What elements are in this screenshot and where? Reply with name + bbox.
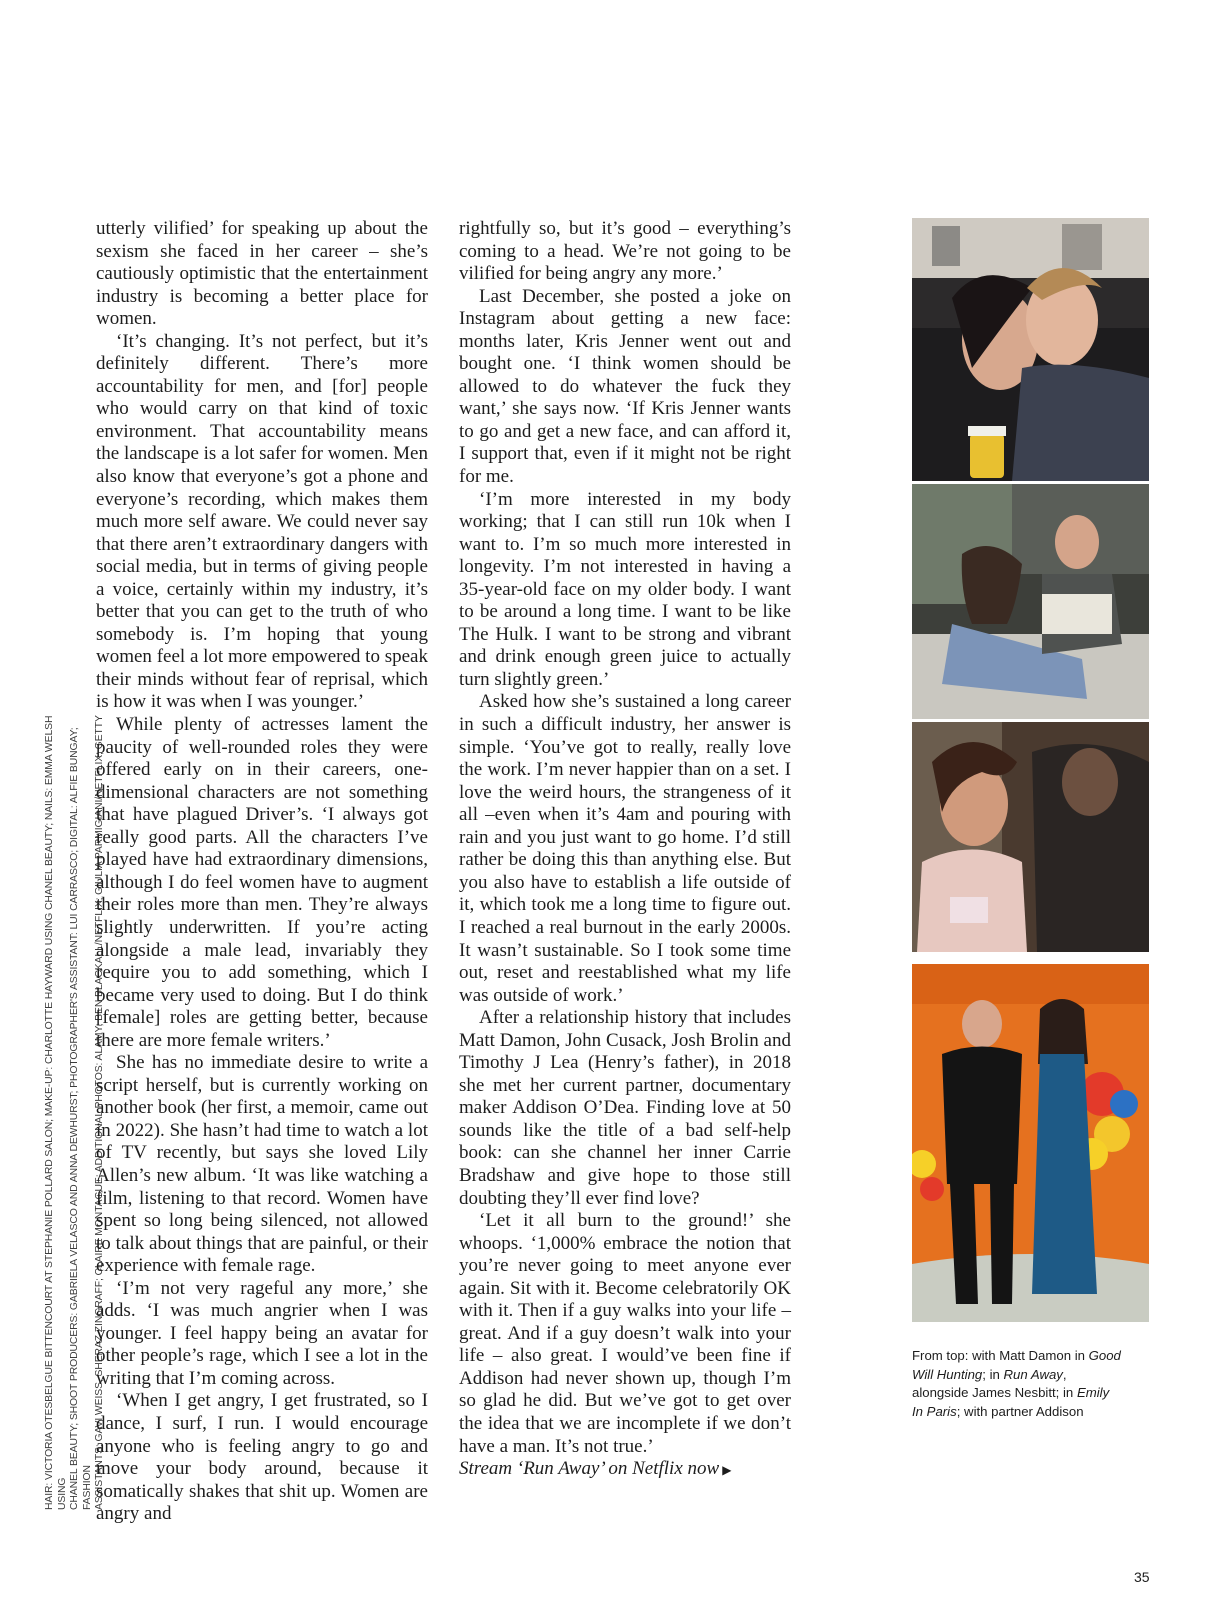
run-away-still-icon (912, 484, 1149, 719)
paragraph: ‘When I get angry, I get frustrated, so I dance, I surf, I run. I would encourage anyone who is feeling angry to go and move your body around, because it somatically shakes that shit up. Women are angry and (96, 1390, 428, 1525)
caption-title: Good Will Hunting (912, 1348, 1121, 1382)
paragraph: ‘It’s changing. It’s not perfect, but it’s definitely different. There’s more accountability for men, and [for] people who would carry on that kind of toxic environment. That accountability means the landscape is a lot safer for women. Men also know that everyone’s got a phone and everyone’s recording, which makes them much more self aware. We could never say that there aren’t extraordinary dangers with social media, but in terms of giving people a voice, certainly within my industry, it’s better that you can get to the truth of who somebody is. I’m hoping that young women feel a lot more empowered to speak their minds without fear of reprisal, which is how it was when I was younger.’ (96, 330, 428, 713)
article-column-1 (96, 218, 428, 1526)
partner-portrait-icon (912, 964, 1149, 1322)
article-column-2 (459, 218, 791, 1482)
stream-cta (459, 1458, 791, 1482)
caption-text: ; with partner Addison (956, 1403, 1084, 1419)
caption-text: ; in (982, 1366, 1004, 1382)
photo-partner-addison (912, 964, 1149, 1322)
photo-credits (44, 700, 106, 1510)
paragraph: Asked how she’s sustained a long career in such a difficult industry, her answer is simple. ‘You’ve got to really, really love the work. I’m never happier than on a set. I love the weird hours, the strangeness of it all –even when it’s 4am and pouring with rain and you just want to go home. I’d still rather be doing this than anything else. But you also have to establish a life outside of it, which took me a long time to figure out. I reached a real burnout in the early 2000s. It wasn’t sustainable. So I took some time out, reset and reestablished what my life was outside of work.’ (459, 691, 791, 1006)
paragraph: utterly vilified’ for speaking up about the sexism she faced in her career – she’s cautiously optimistic that the entertainment industry is becoming a better place for women. (96, 218, 428, 330)
good-will-hunting-still-icon (912, 218, 1149, 481)
paragraph: After a relationship history that includes Matt Damon, John Cusack, Josh Brolin and Timothy J Lea (Henry’s father), in 2018 she met her current partner, documentary maker Addison O’Dea. Finding love at 50 sounds like the title of a bad self-help book: can she channel her inner Carrie Bradshaw and give hope to those still doubting they’ll ever find love? (459, 1007, 791, 1209)
photo-caption (912, 1347, 1122, 1421)
caption-title: Emily In Paris (912, 1385, 1110, 1419)
photo-run-away (912, 484, 1149, 719)
caption-text: , alongside James Nesbitt; in (912, 1366, 1077, 1400)
page-number: 35 (1134, 1569, 1150, 1585)
credits-line-1: HAIR: VICTORIA OTESBELGUE BITTENCOURT AT STEPHANIE POLLARD SALON; MAKE-UP: CHARLOTTE HAYWARD USING CHANEL BEAUTY; NAILS: EMMA WELSH USING (44, 715, 68, 1510)
stream-cta-text: Stream ‘Run Away’ on Netflix now (459, 1458, 720, 1480)
triangle-arrow-icon: ▶ (722, 1463, 732, 1478)
photo-good-will-hunting (912, 218, 1149, 481)
paragraph: While plenty of actresses lament the paucity of well-rounded roles they were offered early on in their careers, one-dimensional characters are not something that have plagued Driver’s. ‘I always got really good parts. All the characters I’ve played have had extraordinary dimensions, although I do feel women have to augment their roles more than men. They’re always slightly underwritten. If you’re acting alongside a male lead, invariably they require you to add something, which I became very used to doing. But I do think [female] roles are getting better, because there are more female writers.’ (96, 714, 428, 1051)
paragraph: rightfully so, but it’s good – everything’s coming to a head. We’re not going to be vilified for being angry any more.’ (459, 218, 791, 285)
emily-in-paris-still-icon (912, 722, 1149, 952)
paragraph: Last December, she posted a joke on Instagram about getting a new face: months later, Kris Jenner went out and bought one. ‘I think women should be allowed to do whatever the fuck they want,’ she says now. ‘If Kris Jenner wants to go and get a new face, and can afford it, I support that, even if it might not be right for me. (459, 285, 791, 488)
credits-line-2: CHANEL BEAUTY; SHOOT PRODUCERS: GABRIELA VELASCO AND ANNA DEWHURST; PHOTOGRAPHER'S ASSISTANT: LUI CARRASCO; DIGITAL: ALFIE BUNGAY; FASHION (69, 727, 93, 1510)
paragraph: ‘Let it all burn to the ground!’ she whoops. ‘1,000% embrace the notion that you’re never going to meet anyone ever again. Sit with it. Become celebratorily OK with it. Then if a guy walks into your life – great. And if a guy doesn’t walk into your life – also great. I would’ve been fine if Addison had never shown up, though I’m so glad he did. But we’ve got to get over the idea that we are incomplete if we don’t have a man. It’s not true.’ (459, 1210, 791, 1457)
paragraph: ‘I’m more interested in my body working; that I can still run 10k when I want to. I’m so much more interested in longevity. I’m not interested in having a 35-year-old face on my older body. I want to be around a long time. I want to be like The Hulk. I want to be strong and vibrant and drink enough green juice to actually turn slightly green.’ (459, 488, 791, 690)
photo-emily-in-paris (912, 722, 1149, 952)
caption-title: Run Away (1003, 1366, 1063, 1382)
paragraph: She has no immediate desire to write a script herself, but is currently working on another book (her first, a memoir, came out in 2022). She hasn’t had time to watch a lot of TV recently, but says she loved Lily Allen’s new album. ‘It was like watching a film, listening to that record. Women have spent so long being silenced, not allowed to talk about things that are painful, or their experience with female rage. (96, 1052, 428, 1277)
caption-text: From top: with Matt Damon in (912, 1348, 1089, 1363)
paragraph: ‘I’m not very rageful any more,’ she adds. ‘I was much angrier when I was younger. I feel happy being an avatar for other people’s rage, which I see a lot in the writing that I’m coming across. (96, 1277, 428, 1389)
credits-line-3: ASSISTANTS: GAVI WEISS, SHERAZ ZINGRAFF; CLAIRE MONTAGUE; ADDITIONAL PHOTOS: ALAMY; BEN BLACKALL/NETFLIX; GIULIA PARMIGIANI/NETFLIX; GETTY (94, 715, 106, 1510)
